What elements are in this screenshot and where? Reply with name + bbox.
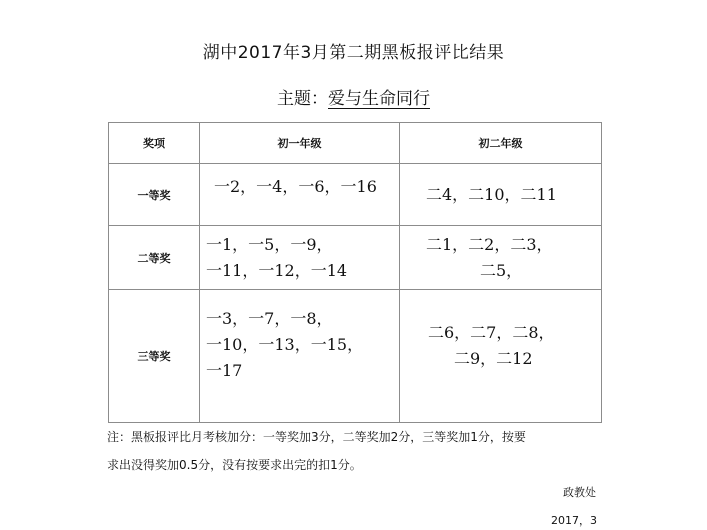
grade1-first-prize xyxy=(200,164,400,226)
class-list-line: 一11，一12，一14 xyxy=(206,261,348,280)
class-list-line: 二5， xyxy=(480,261,523,280)
class-list-line: 一3，一7，一8， xyxy=(206,309,333,328)
award-first: 一等奖 xyxy=(109,164,200,226)
subtitle-prefix: 主题： xyxy=(277,89,328,109)
header-award: 奖项 xyxy=(109,123,200,164)
subtitle-topic: 爱与生命同行 xyxy=(328,89,430,109)
grade2-second-prize xyxy=(400,226,602,290)
class-list-line: 二4，二10，二11 xyxy=(426,185,557,204)
grade1-second-prize xyxy=(200,226,400,290)
award-third: 三等奖 xyxy=(109,290,200,423)
class-list-line: 一17 xyxy=(206,361,243,380)
note xyxy=(107,423,627,479)
award-second: 二等奖 xyxy=(109,226,200,290)
table-row xyxy=(109,290,602,423)
class-list-line: 二1，二2，二3， xyxy=(426,235,553,254)
header-grade2: 初二年级 xyxy=(400,123,602,164)
class-list-line: 二6，二7，二8， xyxy=(428,323,555,342)
page-title: 湖中2017年3月第二期黑板报评比结果 xyxy=(202,43,505,63)
grade1-third-prize xyxy=(200,290,400,423)
table-row xyxy=(109,226,602,290)
subtitle xyxy=(0,84,707,109)
grade2-first-prize xyxy=(400,164,602,226)
results-table xyxy=(108,122,602,423)
grade2-third-prize xyxy=(400,290,602,423)
class-list-line: 二9，二12 xyxy=(454,349,533,368)
class-list-line: 一2，一4，一6，一16 xyxy=(214,177,377,196)
table-header-row xyxy=(109,123,602,164)
class-list-line: 一1，一5，一9， xyxy=(206,235,333,254)
note-line: 注：黑板报评比月考核加分：一等奖加3分，二等奖加2分，三等奖加1分，按要 xyxy=(107,430,526,444)
note-line: 求出没得奖加0.5分，没有按要求出完的扣1分。 xyxy=(107,458,362,472)
class-list-line: 一10，一13，一15， xyxy=(206,335,364,354)
header-grade1: 初一年级 xyxy=(200,123,400,164)
table-row xyxy=(109,164,602,226)
issue-date: 2017，3 xyxy=(551,514,597,527)
issuing-department: 政教处 xyxy=(563,486,596,499)
